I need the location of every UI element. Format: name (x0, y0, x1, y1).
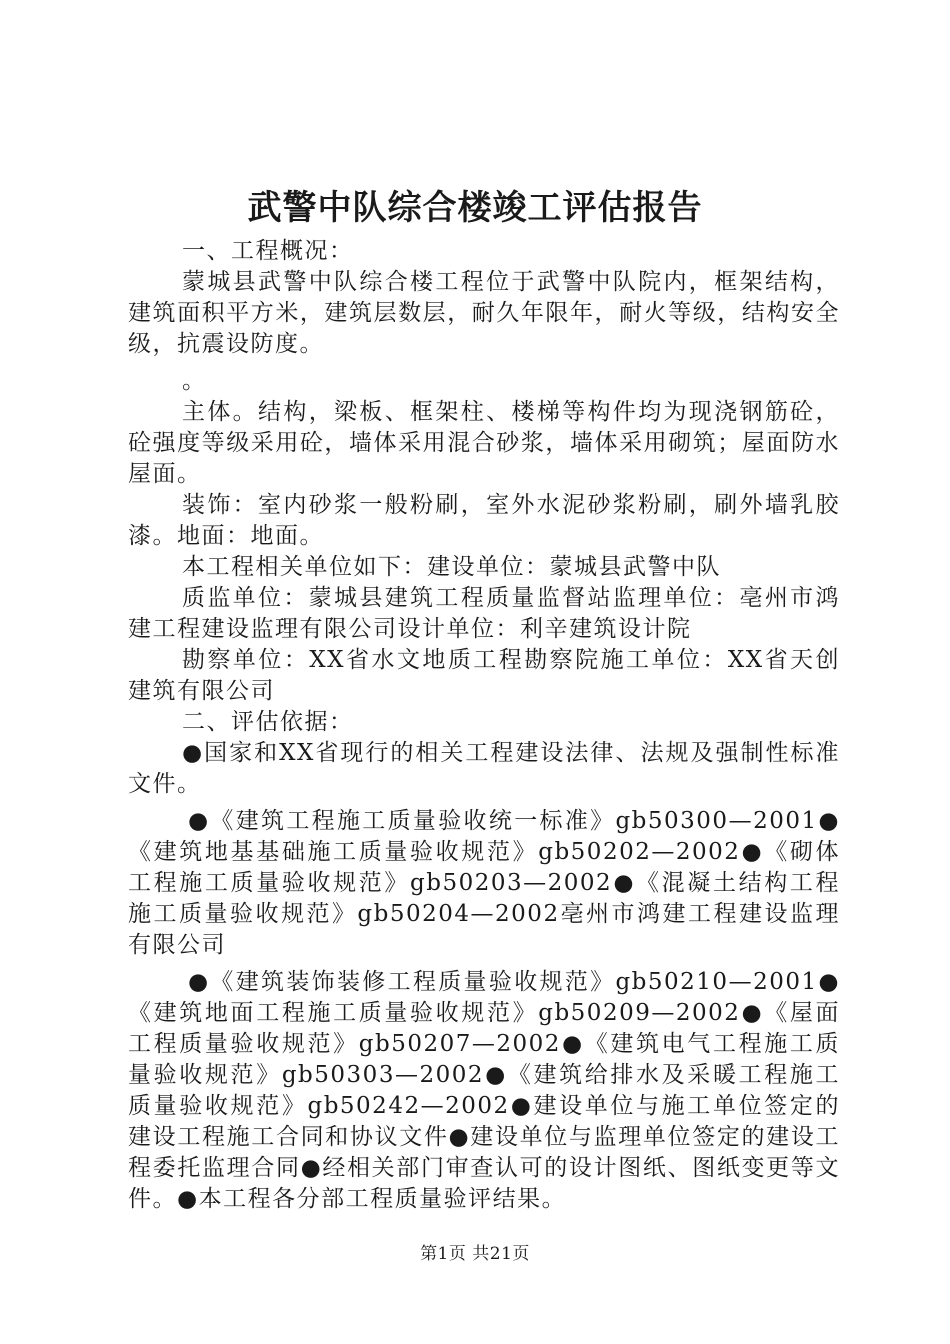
paragraph-survey-units: 勘察单位：XX省水文地质工程勘察院施工单位：XX省天创建筑有限公司 (128, 647, 840, 704)
paragraph-project-summary: 蒙城县武警中队综合楼工程位于武警中队院内，框架结构，建筑面积平方米，建筑层数层，耐久年限年，耐火等级，结构安全级，抗震设防度。 (128, 269, 840, 357)
paragraph-supervision-units: 质监单位：蒙城县建筑工程质量监督站监理单位：亳州市鸿建工程建设监理有限公司设计单位：利辛建筑设计院 (128, 585, 840, 642)
document-body (128, 236, 840, 1215)
paragraph-main-structure: 主体。结构，梁板、框架柱、楼梯等构件均为现浇钢筋砼，砼强度等级采用砼，墙体采用混合砂浆，墙体采用砌筑；屋面防水屋面。 (128, 399, 840, 487)
page-number: 第1页 共21页 (420, 1244, 530, 1264)
section-heading-basis: 二、评估依据： (182, 709, 354, 735)
document-title: 武警中队综合楼竣工评估报告 (247, 188, 703, 228)
list-item-laws: ●国家和XX省现行的相关工程建设法律、法规及强制性标准文件。 (128, 740, 840, 797)
section-heading-overview: 一、工程概况： (182, 238, 354, 264)
paragraph-related-units: 本工程相关单位如下：建设单位：蒙城县武警中队 (182, 554, 721, 580)
paragraph-period: 。 (182, 368, 207, 394)
paragraph-decoration: 装饰：室内砂浆一般粉刷，室外水泥砂浆粉刷，刷外墙乳胶漆。地面：地面。 (128, 492, 840, 549)
list-item-standards-2: ●《建筑装饰装修工程质量验收规范》gb50210—2001●《建筑地面工程施工质量验收规范》gb50209—2002●《屋面工程质量验收规范》gb50207—2002●《建筑电气工程施工质量验收规范》gb50303—2002●《建筑给排水及采暖工程施工质量验收规范》gb50242—2002●建设单位与施工单位签定的建设工程施工合同和协议文件●建设单位与监理单位签定的建设工程委托监理合同●经相关部门审查认可的设计图纸、图纸变更等文件。●本工程各分部工程质量验评结果。 (128, 969, 840, 1212)
list-item-standards-1: ●《建筑工程施工质量验收统一标准》gb50300—2001●《建筑地基基础施工质量验收规范》gb50202—2002●《砌体工程施工质量验收规范》gb50203—2002●《混凝土结构工程施工质量验收规范》gb50204—2002亳州市鸿建工程建设监理有限公司 (128, 808, 840, 958)
